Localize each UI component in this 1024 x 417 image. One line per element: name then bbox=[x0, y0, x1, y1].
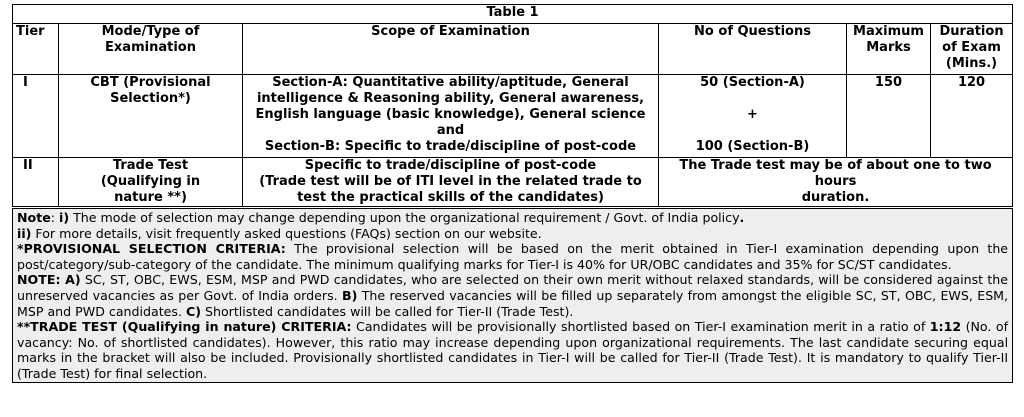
header-scope-label: Scope of Examination bbox=[371, 24, 530, 39]
header-duration bbox=[931, 24, 1013, 75]
row1-scope-line4: and bbox=[436, 123, 465, 138]
row1-questions-a: 50 (Section-A) bbox=[700, 75, 805, 90]
trade-test-criteria-text2: (No. of vacancy: No. of shortlisted candidates). However, this ratio may increase depending upon organizational requirements. The last candidate securing equal marks in the bracket will also be included. Provisionally shortlisted candidates in Tier-I will be called for Tier-II (Trade Test). It is mandatory to qualify Tier-II (Trade Test) for final selection. bbox=[17, 319, 1009, 381]
header-scope bbox=[243, 24, 659, 75]
selection-scheme-table-wrapper bbox=[12, 4, 1012, 383]
header-duration-line1: Duration bbox=[939, 24, 1004, 39]
provisional-criteria-text: The provisional selection will be based on the merit obtained in Tier-I examination depending upon the post/category/sub-category of the candidate. The minimum qualifying marks for Tier-I is 40% for UR/OBC candidates and 35% for SC/ST candidates. bbox=[17, 241, 1009, 272]
table-notes-row bbox=[13, 208, 1013, 383]
header-mode-line1: Mode/Type of bbox=[101, 24, 200, 39]
note-i-end: . bbox=[739, 210, 745, 225]
reservation-note-a-text: SC, ST, OBC, EWS, ESM, MSP and PWD candidates, who are selected on their own merit without relaxed standards, will be considered against the unreserved vacancies as per Govt. of India orders. bbox=[17, 272, 1009, 303]
note-label: Note bbox=[17, 210, 51, 225]
row1-marks bbox=[847, 75, 931, 158]
row2-mode-line1: Trade Test bbox=[112, 158, 189, 173]
row1-scope-line3: English language (basic knowledge), General science bbox=[255, 107, 646, 122]
row1-scope-line2: intelligence & Reasoning ability, General awareness, bbox=[256, 91, 645, 106]
note-ii bbox=[17, 226, 1008, 242]
reservation-note-b-text: The reserved vacancies will be filled up separately from amongst the eligible SC, ST, OBC, EWS, ESM, MSP and PWD candidates. bbox=[17, 287, 1009, 319]
reservation-note bbox=[17, 272, 1008, 319]
note-ii-label: ii) bbox=[17, 225, 32, 241]
row2-tier bbox=[13, 158, 59, 208]
table-row-tier-1 bbox=[13, 75, 1013, 158]
row1-scope-line5: Section-B: Specific to trade/discipline of post-code bbox=[264, 139, 637, 154]
row2-tier-value: II bbox=[23, 158, 33, 173]
reservation-note-c-text: Shortlisted candidates will be called for Tier-II (Trade Test). bbox=[200, 303, 574, 319]
row1-tier-value: I bbox=[23, 75, 28, 90]
row2-duration-note bbox=[659, 158, 1013, 208]
row2-scope bbox=[243, 158, 659, 208]
row2-scope-line1: Specific to trade/discipline of post-code bbox=[304, 158, 597, 173]
row1-questions-b: 100 (Section-B) bbox=[695, 139, 810, 154]
notes-cell bbox=[13, 208, 1013, 383]
trade-test-ratio: 1:12 bbox=[929, 319, 962, 335]
header-marks bbox=[847, 24, 931, 75]
reservation-note-c-label: C) bbox=[185, 303, 201, 319]
header-mode bbox=[59, 24, 243, 75]
header-marks-line2: Marks bbox=[866, 40, 911, 55]
reservation-note-label: NOTE: A) bbox=[17, 272, 81, 288]
note-i-label: i) bbox=[59, 210, 70, 225]
note-ii-text: For more details, visit frequently asked questions (FAQs) section on our website. bbox=[31, 225, 542, 241]
row2-duration-note-line2: duration. bbox=[801, 190, 870, 205]
row1-questions-plus: + bbox=[747, 107, 758, 122]
row2-mode bbox=[59, 158, 243, 208]
provisional-criteria-label: *PROVISIONAL SELECTION CRITERIA: bbox=[17, 241, 286, 257]
header-tier-label: Tier bbox=[16, 24, 45, 39]
row2-mode-line3: nature **) bbox=[114, 190, 187, 205]
row1-mode-line1: CBT (Provisional bbox=[90, 75, 211, 90]
header-duration-line3: (Mins.) bbox=[945, 56, 998, 71]
header-questions-label: No of Questions bbox=[694, 24, 811, 39]
row1-questions bbox=[659, 75, 847, 158]
row2-duration-note-line1: The Trade test may be of about one to two hours bbox=[679, 158, 992, 189]
trade-test-criteria-text1: Candidates will be provisionally shortlisted based on Tier-I examination merit in a ratio of bbox=[351, 319, 930, 335]
header-duration-line2: of Exam bbox=[942, 40, 1001, 55]
row1-marks-value: 150 bbox=[874, 75, 903, 90]
table-caption: Table 1 bbox=[13, 5, 1013, 24]
header-tier bbox=[13, 24, 59, 75]
row1-tier bbox=[13, 75, 59, 158]
row2-mode-line2: (Qualifying in bbox=[100, 174, 201, 189]
row1-duration-value: 120 bbox=[957, 75, 986, 90]
row1-duration bbox=[931, 75, 1013, 158]
trade-test-criteria bbox=[17, 319, 1008, 381]
note-i: Note: i) The mode of selection may change depending upon the organizational requirement / Govt. of India policy. bbox=[17, 210, 745, 225]
header-mode-line2: Examination bbox=[105, 40, 196, 55]
selection-scheme-table bbox=[12, 4, 1013, 383]
row1-scope bbox=[243, 75, 659, 158]
table-header-row bbox=[13, 24, 1013, 75]
header-questions bbox=[659, 24, 847, 75]
table-caption-row bbox=[13, 5, 1013, 24]
reservation-note-b-label: B) bbox=[342, 287, 358, 303]
header-marks-line1: Maximum bbox=[853, 24, 924, 39]
table-row-tier-2 bbox=[13, 158, 1013, 208]
row1-mode bbox=[59, 75, 243, 158]
row2-scope-line3: test the practical skills of the candidates) bbox=[297, 190, 604, 205]
row1-mode-line2: Selection*) bbox=[110, 91, 191, 106]
provisional-criteria bbox=[17, 241, 1008, 272]
trade-test-criteria-label: **TRADE TEST (Qualifying in nature) CRITERIA: bbox=[17, 319, 352, 335]
note-i-text: The mode of selection may change depending upon the organizational requirement / Govt. of India policy bbox=[69, 210, 740, 225]
row2-scope-line2: (Trade test will be of ITI level in the related trade to bbox=[259, 174, 642, 189]
row1-scope-line1: Section-A: Quantitative ability/aptitude, General bbox=[272, 75, 629, 90]
